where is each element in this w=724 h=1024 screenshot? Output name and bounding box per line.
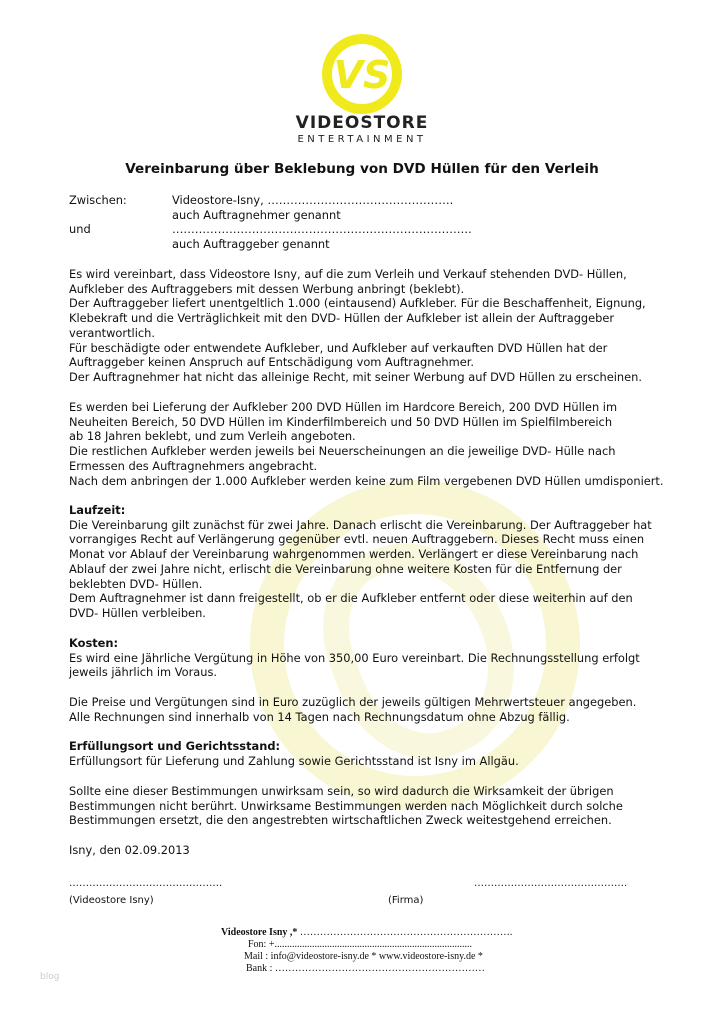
videostore-logo — [256, 30, 468, 145]
date-line: Isny, den 02.09.2013 — [69, 843, 190, 857]
footer-bank: Bank : ……………………………………………………… — [246, 963, 485, 974]
section-erfuellungsort — [69, 739, 519, 768]
text-line: Dem Auftragnehmer ist dann freigestellt, ob er die Aufkleber entfernt oder diese weiterhin auf den — [69, 591, 633, 606]
text-line: Der Auftraggeber liefert unentgeltlich 1.000 (eintausend) Aufkleber. Für die Beschaffenheit, Eignung, — [69, 296, 646, 311]
text-line: Klebekraft und die Verträglichkeit mit den DVD- Hüllen der Aufkleber ist allein der Auftraggeber — [69, 311, 615, 326]
text-line: Bestimmungen nicht berührt. Unwirksame Bestimmungen werden nach Möglichkeit durch solche — [69, 798, 623, 813]
text-line: Auftraggeber keinen Anspruch auf Entschädigung vom Auftragnehmer. — [69, 355, 475, 370]
text-line: Für beschädigte oder entwendete Aufkleber, und Aufkleber auf verkauften DVD Hüllen hat der — [69, 340, 608, 355]
footer-fon: Fon: +............................................................................... — [248, 939, 472, 950]
section-prices — [69, 695, 636, 724]
section-kosten — [69, 636, 640, 680]
party1-role: auch Auftragnehmer genannt — [172, 207, 341, 222]
text-line: Ablauf der zwei Jahre nicht, erlischt die Vereinbarung ohne weitere Kosten für die Entfernung der — [69, 561, 622, 576]
logo-brand: VIDEOSTORE — [295, 113, 429, 133]
text-line: jeweils jährlich im Voraus. — [69, 665, 218, 680]
text-line: Es wird eine Jährliche Vergütung in Höhe von 350,00 Euro vereinbart. Die Rechnungsstellung erfolgt — [69, 650, 640, 665]
text-line: Die restlichen Aufkleber werden jeweils bei Neuerscheinungen an die jeweilige DVD- Hülle nach — [69, 444, 616, 459]
logo-sub: ENTERTAINMENT — [297, 134, 427, 145]
paragraph-agreement — [69, 267, 646, 385]
text-line: Alle Rechnungen sind innerhalb von 14 Tagen nach Rechnungsdatum ohne Abzug fällig. — [69, 709, 570, 724]
between-label: Zwischen: — [69, 193, 127, 207]
section-heading: Erfüllungsort und Gerichtsstand: — [69, 739, 281, 753]
party2: ……………………………………………………………………. — [172, 222, 472, 237]
section-laufzeit — [69, 503, 652, 621]
text-line: Nach dem anbringen der 1.000 Aufkleber werden keine zum Film vergebenen DVD Hüllen umdisponiert. — [69, 473, 664, 488]
text-line: Es werden bei Lieferung der Aufkleber 200 DVD Hüllen im Hardcore Bereich, 200 DVD Hüllen im — [69, 400, 618, 414]
footer-company: Videostore Isny ,* — [221, 927, 298, 938]
and-label: und — [69, 222, 91, 237]
document-title: Vereinbarung über Beklebung von DVD Hüllen für den Verleih — [125, 161, 599, 177]
party1: Videostore-Isny, …………………………………………. — [172, 193, 454, 207]
signature-line-right: ………………………………………. — [474, 878, 628, 889]
watermark-text: blog — [40, 972, 60, 982]
paragraph-delivery — [69, 400, 664, 488]
signature-label-left: (Videostore Isny) — [69, 895, 154, 906]
text-line: Ermessen des Auftragnehmers angebracht. — [69, 458, 318, 473]
text-line: Der Auftragnehmer hat nicht das alleinige Recht, mit seiner Werbung auf DVD Hüllen zu erscheinen. — [69, 369, 642, 384]
text-line: Die Preise und Vergütungen sind in Euro zuzüglich der jeweils gültigen Mehrwertsteuer angegeben. — [69, 695, 637, 709]
text-line: ab 18 Jahren beklebt, und zum Verleih angeboten. — [69, 429, 356, 444]
party2-role: auch Auftraggeber genannt — [172, 237, 330, 252]
section-heading: Laufzeit: — [69, 503, 126, 517]
severability-clause — [69, 784, 623, 828]
text-line: Sollte eine dieser Bestimmungen unwirksam sein, so wird dadurch die Wirksamkeit der übrigen — [69, 784, 614, 798]
text-line: Die Vereinbarung gilt zunächst für zwei Jahre. Danach erlischt die Vereinbarung. Der Auftraggeber hat — [69, 517, 652, 532]
text-line: Erfüllungsort für Lieferung und Zahlung sowie Gerichtsstand ist Isny im Allgäu. — [69, 753, 519, 768]
logo-monogram: VS — [333, 53, 391, 97]
footer-company-dots: ………………………………………………………. — [297, 927, 513, 938]
signature-label-right: (Firma) — [388, 895, 424, 906]
signature-line-left: ………………………………………. — [69, 878, 223, 889]
footer-mail: Mail : info@videostore-isny.de * www.videostore-isny.de * — [244, 951, 483, 962]
text-line: Es wird vereinbart, dass Videostore Isny, auf die zum Verleih und Verkauf stehenden DVD- Hüllen, — [69, 267, 627, 281]
text-line: Neuheiten Bereich, 50 DVD Hüllen im Kinderfilmbereich und 50 DVD Hüllen im Spielfilmbereich — [69, 414, 613, 429]
text-line: verantwortlich. — [69, 325, 155, 340]
text-line: DVD- Hüllen verbleiben. — [69, 605, 206, 620]
text-line: beklebten DVD- Hüllen. — [69, 576, 203, 591]
text-line: Monat vor Ablauf der Vereinbarung wahrgenommen werden. Verlängert er diese Vereinbarung nach — [69, 547, 639, 562]
text-line: vorrangiges Recht auf Verlängerung gegenüber evtl. neuen Auftraggebern. Dieses Recht muss einen — [69, 532, 645, 547]
section-heading: Kosten: — [69, 636, 119, 650]
text-line: Aufkleber des Auftraggebers mit dessen Werbung anbringt (beklebt). — [69, 281, 465, 296]
text-line: Bestimmungen ersetzt, die den angestrebten wirtschaftlichen Zweck weitestgehend erreichen. — [69, 813, 612, 828]
